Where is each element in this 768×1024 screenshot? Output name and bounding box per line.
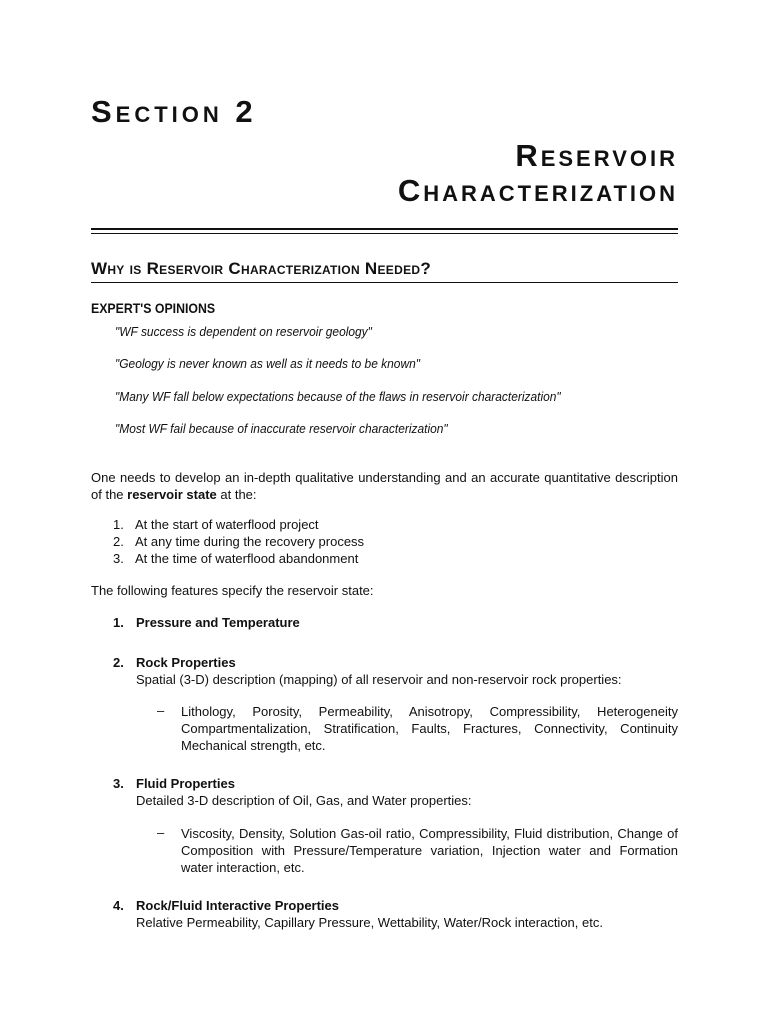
stage-list	[113, 516, 364, 567]
stage-text: At the start of waterflood project	[135, 517, 319, 532]
feature-detail: Viscosity, Density, Solution Gas-oil ratio, Compressibility, Fluid distribution, Change of Composition with Pressure/Temperature variation, Injection water and Formation water interaction, etc.	[181, 826, 678, 875]
intro-paragraph	[91, 469, 678, 503]
intro-text-end: at the:	[216, 487, 257, 502]
feature-name: Pressure and Temperature	[136, 615, 300, 630]
stage-text: At the time of waterflood abandonment	[135, 551, 359, 566]
expert-quote: "Most WF fail because of inaccurate reservoir characterization"	[115, 421, 448, 436]
stage-number: 3.	[113, 551, 124, 566]
chapter-title	[398, 138, 678, 208]
features-intro: The following features specify the reservoir state:	[91, 583, 374, 598]
feature-description: Relative Permeability, Capillary Pressure, Wettability, Water/Rock interaction, etc.	[136, 915, 603, 930]
intro-emphasis: reservoir state	[127, 487, 217, 502]
section-title: Section 2	[91, 94, 257, 129]
feature-detail: Lithology, Porosity, Permeability, Anisotropy, Compressibility, Heterogeneity Compartmentalization, Stratification, Faults, Fractures, Connectivity, Continuity Mechanical strength, etc.	[181, 704, 678, 753]
stage-item	[113, 550, 364, 567]
stage-text: At any time during the recovery process	[135, 534, 365, 549]
subheading: Why is Reservoir Characterization Needed?	[91, 259, 432, 278]
expert-quote: "Many WF fall below expectations because of the flaws in reservoir characterization"	[115, 389, 561, 404]
subheading-divider	[91, 282, 678, 283]
expert-quote: "Geology is never known as well as it needs to be known"	[115, 356, 421, 371]
title-divider	[91, 228, 678, 234]
feature-number: 1.	[113, 615, 124, 630]
feature-number: 3.	[113, 776, 124, 791]
feature-name: Rock/Fluid Interactive Properties	[136, 898, 340, 913]
chapter-title-line-2: Characterization	[397, 173, 678, 208]
feature-number: 2.	[113, 655, 124, 670]
stage-number: 1.	[113, 517, 124, 532]
document-page	[91, 0, 678, 1024]
stage-number: 2.	[113, 534, 124, 549]
stage-item	[113, 533, 364, 550]
experts-heading: EXPERT'S OPINIONS	[91, 300, 216, 316]
stage-item	[113, 516, 364, 533]
feature-number: 4.	[113, 898, 124, 913]
dash-bullet: –	[157, 703, 165, 718]
intro-text: One needs to develop an in-depth qualitative understanding and an accurate quantitative description of the	[91, 470, 678, 502]
feature-name: Fluid Properties	[136, 776, 235, 791]
expert-quote: "WF success is dependent on reservoir geology"	[115, 324, 372, 339]
feature-name: Rock Properties	[136, 655, 236, 670]
dash-bullet: –	[157, 825, 165, 840]
chapter-title-line-1: Reservoir	[515, 138, 678, 173]
feature-description: Spatial (3-D) description (mapping) of all reservoir and non-reservoir rock properties:	[136, 672, 622, 687]
feature-description: Detailed 3-D description of Oil, Gas, and Water properties:	[136, 793, 472, 808]
